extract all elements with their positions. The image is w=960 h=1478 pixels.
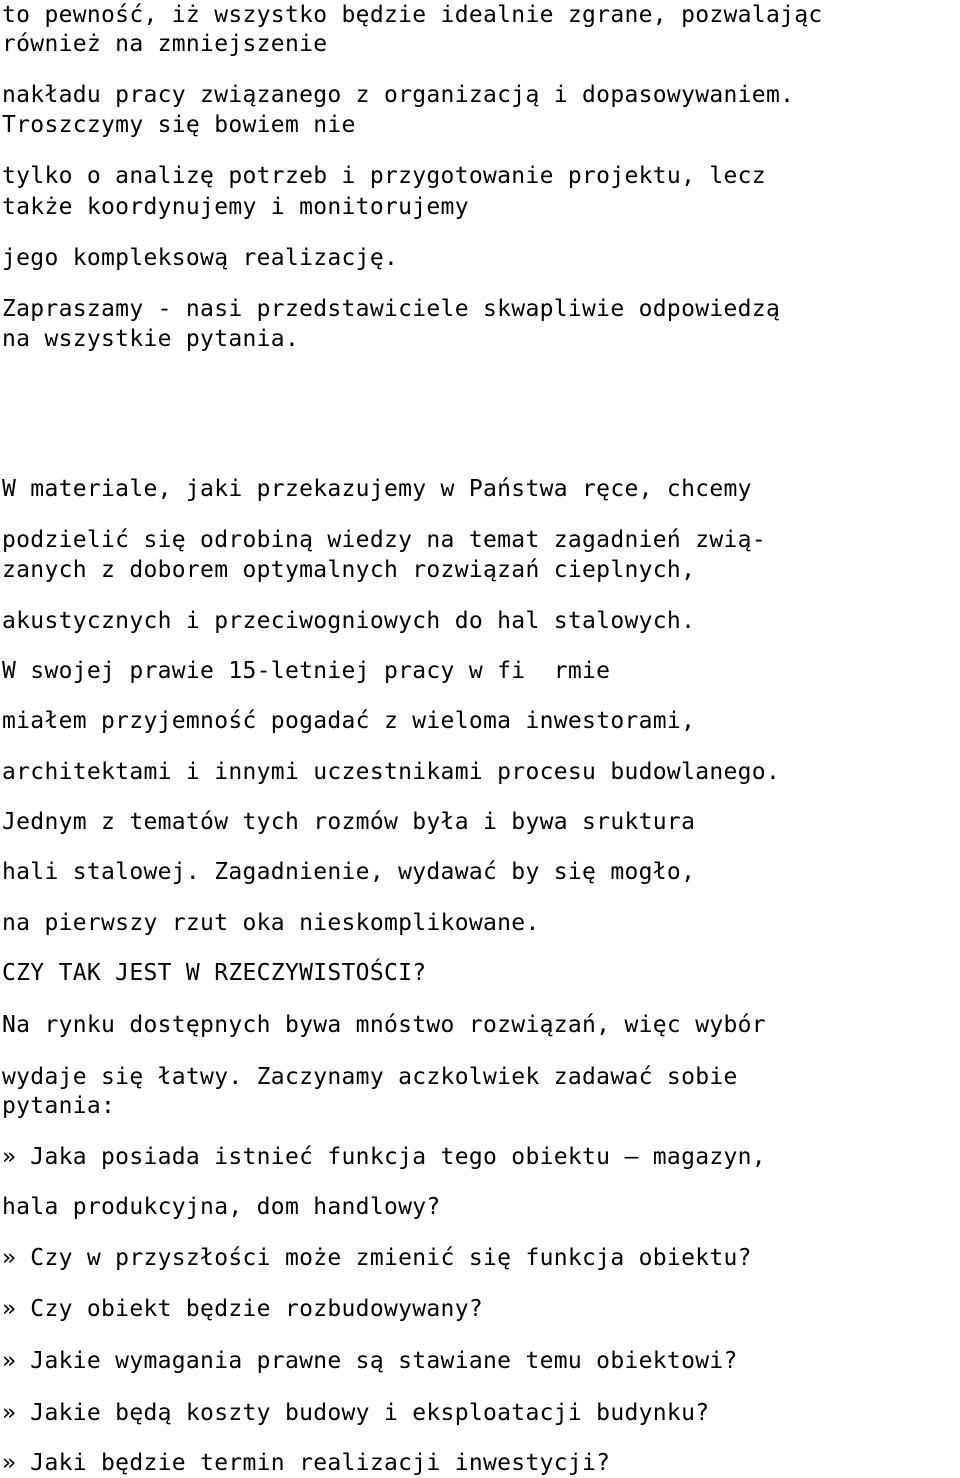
text-line: Troszczymy się bowiem nie [2,112,356,138]
text-line: wydaje się łatwy. Zaczynamy aczkolwiek zadawać sobie [2,1064,738,1090]
list-item: » Jaka posiada istnieć funkcja tego obiektu – magazyn, [2,1144,766,1170]
text-line: Jednym z tematów tych rozmów była i bywa sruktura [2,809,696,835]
list-item: » Czy w przyszłości może zmienić się funkcja obiektu? [2,1245,752,1271]
text-line: również na zmniejszenie [2,31,328,57]
text-line: nakładu pracy związanego z organizacją i dopasowywaniem. [2,82,795,108]
list-item: » Jakie będą koszty budowy i eksploatacji budynku? [2,1400,710,1426]
text-line: akustycznych i przeciwogniowych do hal stalowych. [2,608,696,634]
text-line: Zapraszamy - nasi przedstawiciele skwapliwie odpowiedzą [2,296,781,322]
text-line: hali stalowej. Zagadnienie, wydawać by się mogło, [2,859,696,885]
list-item: » Czy obiekt będzie rozbudowywany? [2,1296,484,1322]
text-line: podzielić się odrobiną wiedzy na temat zagadnień zwią- [2,527,766,553]
text-line: hala produkcyjna, dom handlowy? [2,1194,441,1220]
text-line: Na rynku dostępnych bywa mnóstwo rozwiązań, więc wybór [2,1012,766,1038]
text-line: W swojej prawie 15-letniej pracy w fi rmie [2,658,611,684]
text-line: pytania: [2,1093,116,1119]
text-line: tylko o analizę potrzeb i przygotowanie projektu, lecz [2,163,766,189]
list-item: » Jakie wymagania prawne są stawiane temu obiektowi? [2,1348,738,1374]
text-line: na wszystkie pytania. [2,326,300,352]
text-line: W materiale, jaki przekazujemy w Państwa ręce, chcemy [2,476,752,502]
text-line: jego kompleksową realizację. [2,245,399,271]
text-line: miałem przyjemność pogadać z wieloma inwestorami, [2,708,696,734]
text-line: to pewność, iż wszystko będzie idealnie zgrane, pozwalając [2,2,823,28]
text-line: zanych z doborem optymalnych rozwiązań cieplnych, [2,557,696,583]
text-line: na pierwszy rzut oka nieskomplikowane. [2,910,540,936]
list-item: » Jaki będzie termin realizacji inwestycji? [2,1450,611,1476]
text-line: także koordynujemy i monitorujemy [2,194,469,220]
text-line: architektami i innymi uczestnikami procesu budowlanego. [2,759,781,785]
section-heading: CZY TAK JEST W RZECZYWISTOŚCI? [2,960,427,986]
